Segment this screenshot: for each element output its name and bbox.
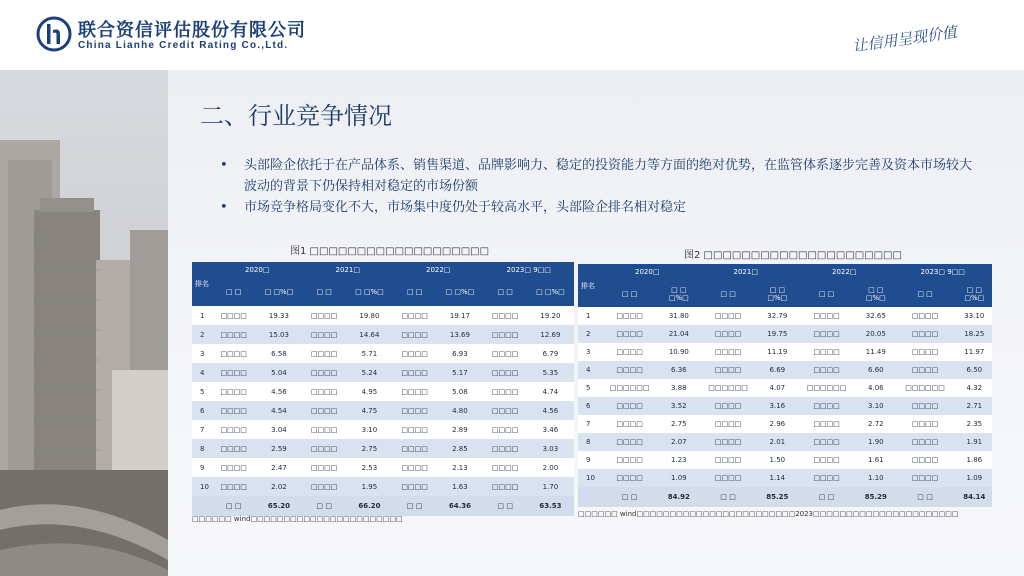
share-cell: 4.54 (255, 401, 302, 420)
company-cell: □□□□ (393, 458, 436, 477)
share-subheader: □ □ □%□ (760, 280, 795, 307)
company-cell: □□□□ (212, 382, 255, 401)
company-cell: □□□□ (483, 325, 526, 344)
company-cell: □□□□ (598, 415, 661, 433)
rank-cell (192, 496, 212, 516)
total-share-cell: 84.92 (661, 487, 696, 507)
table-row (578, 469, 992, 487)
share-cell: 4.75 (346, 401, 393, 420)
share-cell: 1.95 (346, 477, 393, 496)
rank-cell: 4 (192, 363, 212, 382)
share-cell: 3.16 (760, 397, 795, 415)
table-row (192, 325, 574, 344)
company-cell: □□□□ (598, 307, 661, 325)
table-header-row (578, 264, 992, 280)
company-subheader: □ □ (795, 280, 858, 307)
share-cell: 19.80 (346, 306, 393, 325)
share-subheader: □ □ □%□ (661, 280, 696, 307)
share-cell: 1.91 (957, 433, 992, 451)
share-cell: 19.20 (527, 306, 574, 325)
share-cell: 15.03 (255, 325, 302, 344)
rank-cell: 3 (192, 344, 212, 363)
table-row (578, 415, 992, 433)
company-cell: □□□□□□ (696, 379, 759, 397)
share-cell: 4.56 (527, 401, 574, 420)
rank-cell: 8 (192, 439, 212, 458)
bullet-text: 头部险企依托于在产品体系、销售渠道、品牌影响力、稳定的投资能力等方面的绝对优势，在监管体系逐步完善及资本市场较大波动的背景下仍保持相对稳定的市场份额 (244, 158, 973, 194)
table-row (578, 361, 992, 379)
year-header: 2022□ (795, 264, 893, 280)
bullet-text: 市场竞争格局变化不大，市场集中度仍处于较高水平，头部险企排名相对稳定 (244, 200, 687, 215)
share-cell: 6.69 (760, 361, 795, 379)
table-row (192, 420, 574, 439)
company-name-en: China Lianhe Credit Rating Co.,Ltd. (78, 40, 289, 51)
company-cell: □□□□ (795, 451, 858, 469)
rank-cell: 7 (578, 415, 598, 433)
total-label-cell: □ □ (893, 487, 956, 507)
company-cell: □□□□ (393, 325, 436, 344)
company-subheader: □ □ (483, 278, 526, 306)
share-cell: 4.95 (346, 382, 393, 401)
share-cell: 10.90 (661, 343, 696, 361)
company-cell: □□□□ (598, 469, 661, 487)
share-cell: 6.58 (255, 344, 302, 363)
rank-cell: 3 (578, 343, 598, 361)
share-cell: 5.24 (346, 363, 393, 382)
share-cell: 4.56 (255, 382, 302, 401)
share-cell: 6.60 (858, 361, 893, 379)
company-cell: □□□□ (795, 325, 858, 343)
bullet-dot-icon: • (220, 200, 228, 215)
share-cell: 1.70 (527, 477, 574, 496)
company-cell: □□□□ (302, 477, 345, 496)
share-cell: 11.19 (760, 343, 795, 361)
table-row (578, 307, 992, 325)
share-cell: 2.13 (436, 458, 483, 477)
share-cell: 2.53 (346, 458, 393, 477)
company-subheader: □ □ (393, 278, 436, 306)
rank-cell: 4 (578, 361, 598, 379)
share-cell: 32.79 (760, 307, 795, 325)
company-cell: □□□□ (696, 433, 759, 451)
share-cell: 3.46 (527, 420, 574, 439)
company-subheader: □ □ (696, 280, 759, 307)
company-cell: □□□□ (795, 307, 858, 325)
table-row (192, 477, 574, 496)
rank-cell (578, 487, 598, 507)
company-cell: □□□□ (893, 397, 956, 415)
company-cell: □□□□ (893, 451, 956, 469)
company-cell: □□□□ (795, 397, 858, 415)
share-cell: 4.07 (760, 379, 795, 397)
company-cell: □□□□ (302, 401, 345, 420)
share-subheader: □ □%□ (346, 278, 393, 306)
share-cell: 1.90 (858, 433, 893, 451)
share-cell: 11.97 (957, 343, 992, 361)
company-cell: □□□□ (302, 344, 345, 363)
table-subheader-row (192, 278, 574, 306)
share-cell: 2.89 (436, 420, 483, 439)
total-share-cell: 66.20 (346, 496, 393, 516)
rank-cell: 2 (578, 325, 598, 343)
share-cell: 21.04 (661, 325, 696, 343)
share-subheader: □ □%□ (255, 278, 302, 306)
header (0, 0, 1024, 70)
company-cell: □□□□ (598, 433, 661, 451)
table1-source-note: □□□□□□ wind□□□□□□□□□□□□□□□□□□□□□□□ (192, 515, 403, 523)
share-cell: 1.09 (957, 469, 992, 487)
share-cell: 5.08 (436, 382, 483, 401)
rank-cell: 5 (578, 379, 598, 397)
bullet-dot-icon: • (220, 158, 228, 173)
company-cell: □□□□ (483, 382, 526, 401)
company-cell: □□□□ (893, 415, 956, 433)
share-cell: 4.80 (436, 401, 483, 420)
share-cell: 1.09 (661, 469, 696, 487)
share-cell: 6.36 (661, 361, 696, 379)
total-label-cell: □ □ (212, 496, 255, 516)
share-cell: 4.32 (957, 379, 992, 397)
table1 (192, 262, 574, 516)
company-cell: □□□□ (393, 439, 436, 458)
table-total-row (578, 487, 992, 507)
share-cell: 1.50 (760, 451, 795, 469)
table-row (578, 379, 992, 397)
company-cell: □□□□ (483, 439, 526, 458)
share-cell: 5.17 (436, 363, 483, 382)
share-cell: 4.74 (527, 382, 574, 401)
company-cell: □□□□ (893, 469, 956, 487)
company-cell: □□□□ (893, 361, 956, 379)
total-share-cell: 63.53 (527, 496, 574, 516)
bullet-item (220, 197, 980, 218)
company-cell: □□□□ (598, 397, 661, 415)
share-cell: 2.96 (760, 415, 795, 433)
company-cell: □□□□ (302, 325, 345, 344)
company-cell: □□□□ (212, 401, 255, 420)
company-cell: □□□□ (696, 343, 759, 361)
total-share-cell: 84.14 (957, 487, 992, 507)
total-label-cell: □ □ (393, 496, 436, 516)
company-cell: □□□□ (393, 363, 436, 382)
table-row (578, 397, 992, 415)
share-cell: 14.64 (346, 325, 393, 344)
share-cell: 6.50 (957, 361, 992, 379)
company-cell: □□□□ (302, 420, 345, 439)
table2-caption: 图2 □□□□□□□□□□□□□□□□□□□□□ (684, 250, 902, 261)
company-cell: □□□□ (696, 397, 759, 415)
company-cell: □□□□ (393, 401, 436, 420)
share-cell: 2.35 (957, 415, 992, 433)
company-logo-icon (36, 16, 72, 52)
share-cell: 31.80 (661, 307, 696, 325)
company-cell: □□□□ (302, 439, 345, 458)
share-cell: 32.65 (858, 307, 893, 325)
rank-cell: 7 (192, 420, 212, 439)
section-title: 二、行业竞争情况 (200, 102, 392, 130)
share-cell: 4.06 (858, 379, 893, 397)
company-cell: □□□□ (598, 325, 661, 343)
company-name-cn: 联合资信评估股份有限公司 (78, 20, 306, 41)
table-row (192, 439, 574, 458)
company-cell: □□□□ (893, 343, 956, 361)
company-cell: □□□□ (483, 420, 526, 439)
table-row (192, 458, 574, 477)
year-header: 2020□ (212, 262, 302, 278)
share-cell: 3.10 (346, 420, 393, 439)
share-cell: 33.10 (957, 307, 992, 325)
rank-cell: 8 (578, 433, 598, 451)
company-cell: □□□□ (212, 325, 255, 344)
company-cell: □□□□ (795, 343, 858, 361)
total-label-cell: □ □ (696, 487, 759, 507)
share-cell: 19.17 (436, 306, 483, 325)
share-cell: 5.04 (255, 363, 302, 382)
table2-source-note: □□□□□□ wind□□□□□□□□□□□□□□□□□□□□□□□□2023□□□□□□□□□□□□□□□□□□□□□□ (578, 510, 959, 518)
company-cell: □□□□ (696, 469, 759, 487)
company-cell: □□□□ (302, 363, 345, 382)
company-cell: □□□□ (212, 306, 255, 325)
share-cell: 2.47 (255, 458, 302, 477)
company-cell: □□□□ (212, 439, 255, 458)
total-label-cell: □ □ (795, 487, 858, 507)
share-cell: 3.04 (255, 420, 302, 439)
rank-cell: 9 (578, 451, 598, 469)
company-cell: □□□□ (393, 306, 436, 325)
slogan-calligraphy (846, 20, 976, 56)
total-label-cell: □ □ (598, 487, 661, 507)
bullet-list (220, 155, 980, 218)
share-cell: 12.69 (527, 325, 574, 344)
year-header: 2023□ 9□□ (893, 264, 992, 280)
company-cell: □□□□ (483, 458, 526, 477)
company-cell: □□□□ (696, 451, 759, 469)
share-cell: 2.59 (255, 439, 302, 458)
company-cell: □□□□ (212, 477, 255, 496)
company-cell: □□□□ (483, 363, 526, 382)
table-row (192, 401, 574, 420)
rank-cell: 6 (578, 397, 598, 415)
company-cell: □□□□ (302, 458, 345, 477)
share-cell: 2.75 (346, 439, 393, 458)
bullet-item (220, 155, 980, 197)
company-cell: □□□□ (483, 344, 526, 363)
share-cell: 1.86 (957, 451, 992, 469)
table-row (192, 306, 574, 325)
table-row (192, 344, 574, 363)
company-cell: □□□□ (393, 344, 436, 363)
company-cell: □□□□ (598, 361, 661, 379)
company-subheader: □ □ (893, 280, 956, 307)
company-cell: □□□□ (893, 325, 956, 343)
share-cell: 1.63 (436, 477, 483, 496)
company-cell: □□□□□□ (795, 379, 858, 397)
company-cell: □□□□ (893, 433, 956, 451)
total-label-cell: □ □ (302, 496, 345, 516)
table-row (578, 325, 992, 343)
rank-cell: 2 (192, 325, 212, 344)
total-share-cell: 85.25 (760, 487, 795, 507)
year-header: 2021□ (302, 262, 392, 278)
share-subheader: □ □ □%□ (858, 280, 893, 307)
company-cell: □□□□ (795, 415, 858, 433)
share-cell: 20.05 (858, 325, 893, 343)
share-cell: 19.33 (255, 306, 302, 325)
share-cell: 1.23 (661, 451, 696, 469)
rank-cell: 1 (192, 306, 212, 325)
rank-cell: 10 (578, 469, 598, 487)
company-cell: □□□□ (696, 361, 759, 379)
share-cell: 6.93 (436, 344, 483, 363)
total-label-cell: □ □ (483, 496, 526, 516)
share-subheader: □ □%□ (436, 278, 483, 306)
share-cell: 2.07 (661, 433, 696, 451)
svg-text:让信用呈现价值: 让信用呈现价值 (851, 22, 958, 56)
table-row (578, 343, 992, 361)
share-cell: 3.03 (527, 439, 574, 458)
company-cell: □□□□ (893, 307, 956, 325)
company-cell: □□□□ (696, 415, 759, 433)
rank-header: 排名 (578, 264, 598, 307)
share-cell: 5.71 (346, 344, 393, 363)
share-cell: 5.35 (527, 363, 574, 382)
company-cell: □□□□ (483, 306, 526, 325)
share-cell: 2.85 (436, 439, 483, 458)
share-cell: 2.72 (858, 415, 893, 433)
share-cell: 19.75 (760, 325, 795, 343)
table1-caption: 图1 □□□□□□□□□□□□□□□□□□□ (290, 246, 490, 257)
company-cell: □□□□ (795, 433, 858, 451)
share-cell: 6.79 (527, 344, 574, 363)
company-subheader: □ □ (302, 278, 345, 306)
share-cell: 2.02 (255, 477, 302, 496)
table2 (578, 264, 992, 507)
company-subheader: □ □ (598, 280, 661, 307)
share-subheader: □ □ □%□ (957, 280, 992, 307)
share-cell: 1.61 (858, 451, 893, 469)
rank-cell: 9 (192, 458, 212, 477)
year-header: 2023□ 9□□ (483, 262, 574, 278)
share-cell: 1.14 (760, 469, 795, 487)
company-cell: □□□□ (212, 363, 255, 382)
share-cell: 1.10 (858, 469, 893, 487)
company-cell: □□□□ (212, 458, 255, 477)
company-cell: □□□□ (598, 451, 661, 469)
share-cell: 11.49 (858, 343, 893, 361)
rank-cell: 1 (578, 307, 598, 325)
company-cell: □□□□ (696, 325, 759, 343)
rank-cell: 5 (192, 382, 212, 401)
table-row (578, 433, 992, 451)
company-cell: □□□□ (302, 382, 345, 401)
table-subheader-row (578, 280, 992, 307)
share-subheader: □ □%□ (527, 278, 574, 306)
company-cell: □□□□ (795, 361, 858, 379)
company-cell: □□□□ (598, 343, 661, 361)
city-skyline-photo (0, 70, 168, 576)
year-header: 2020□ (598, 264, 696, 280)
rank-cell: 6 (192, 401, 212, 420)
share-cell: 13.69 (436, 325, 483, 344)
company-cell: □□□□ (393, 382, 436, 401)
share-cell: 3.52 (661, 397, 696, 415)
total-share-cell: 65.20 (255, 496, 302, 516)
share-cell: 3.88 (661, 379, 696, 397)
company-cell: □□□□ (302, 306, 345, 325)
share-cell: 18.25 (957, 325, 992, 343)
company-cell: □□□□ (483, 401, 526, 420)
company-cell: □□□□ (696, 307, 759, 325)
share-cell: 2.71 (957, 397, 992, 415)
year-header: 2022□ (393, 262, 483, 278)
company-cell: □□□□ (212, 420, 255, 439)
company-cell: □□□□□□ (598, 379, 661, 397)
company-cell: □□□□ (393, 420, 436, 439)
year-header: 2021□ (696, 264, 794, 280)
rank-cell: 10 (192, 477, 212, 496)
share-cell: 2.01 (760, 433, 795, 451)
table-row (578, 451, 992, 469)
share-cell: 3.10 (858, 397, 893, 415)
company-cell: □□□□ (483, 477, 526, 496)
company-subheader: □ □ (212, 278, 255, 306)
total-share-cell: 64.36 (436, 496, 483, 516)
company-cell: □□□□□□ (893, 379, 956, 397)
share-cell: 2.00 (527, 458, 574, 477)
table-row (192, 382, 574, 401)
company-cell: □□□□ (212, 344, 255, 363)
company-cell: □□□□ (393, 477, 436, 496)
rank-header: 排名 (192, 262, 212, 306)
company-cell: □□□□ (795, 469, 858, 487)
table-header-row (192, 262, 574, 278)
total-share-cell: 85.29 (858, 487, 893, 507)
table-total-row (192, 496, 574, 516)
share-cell: 2.75 (661, 415, 696, 433)
table-row (192, 363, 574, 382)
